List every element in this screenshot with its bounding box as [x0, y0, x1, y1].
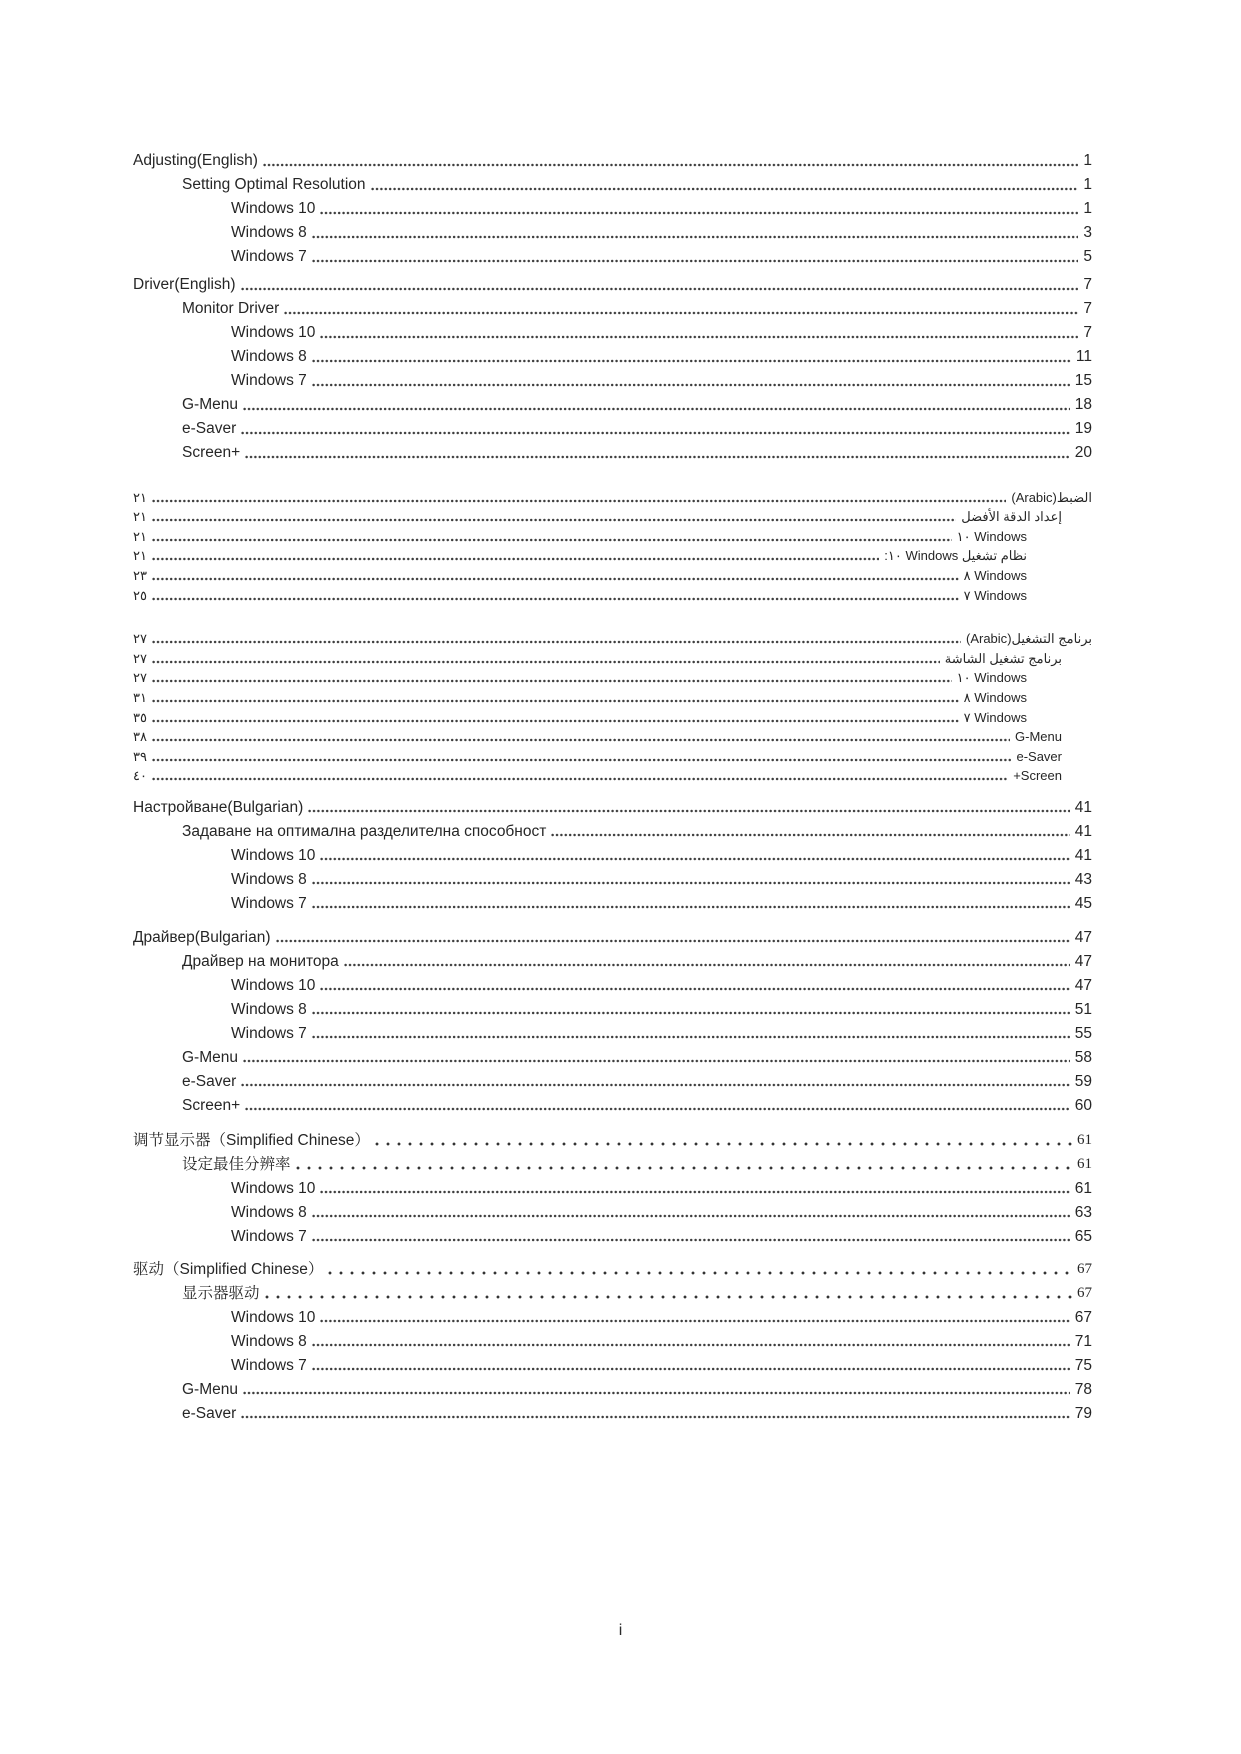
- toc-entry-page: ٤٠: [133, 768, 147, 784]
- toc-entry[interactable]: [133, 667, 1092, 687]
- toc-entry-page: 61: [1077, 1156, 1092, 1173]
- toc-entry-page: 43: [1074, 870, 1092, 888]
- dot-leader: [312, 905, 1070, 909]
- toc-entry-label: Screen+: [182, 1096, 241, 1114]
- toc-entry[interactable]: [133, 564, 1092, 584]
- toc-entry-page: ٢٧: [133, 670, 147, 686]
- toc-entry[interactable]: [133, 170, 1092, 194]
- dot-leader: [320, 335, 1078, 339]
- toc-entry[interactable]: [133, 1125, 1092, 1149]
- toc-entry-label: e-Saver: [182, 1404, 237, 1422]
- toc-entry[interactable]: [133, 545, 1092, 565]
- toc-entry-label: Windows 7: [231, 372, 307, 390]
- toc-entry-page: 41: [1074, 846, 1092, 864]
- toc-entry-page: 78: [1074, 1380, 1092, 1398]
- toc-entry-page: ٢١: [133, 489, 147, 505]
- dot-leader: [152, 660, 940, 664]
- dot-leader: [328, 1271, 1072, 1275]
- toc-entry-page: ٣٩: [133, 748, 147, 764]
- toc-entry[interactable]: [133, 1398, 1092, 1422]
- toc-entry-page: 65: [1074, 1227, 1092, 1245]
- dot-leader: [152, 577, 959, 581]
- dot-leader: [243, 407, 1070, 411]
- toc-entry-label: Windows 7: [231, 1227, 307, 1245]
- dot-leader: [312, 1343, 1070, 1347]
- toc-entry[interactable]: [133, 1197, 1092, 1221]
- toc-entry-label: Windows 10: [231, 976, 316, 994]
- toc-entry-page: 5: [1083, 248, 1092, 266]
- toc-entry-page: 61: [1074, 1179, 1092, 1197]
- dot-leader: [152, 538, 952, 542]
- toc-entry[interactable]: [133, 1090, 1092, 1114]
- toc-entry-label: الضبط(Arabic): [1011, 489, 1092, 505]
- toc-entry-label: Monitor Driver: [182, 300, 280, 318]
- toc-entry-page: 59: [1074, 1072, 1092, 1090]
- toc-entry-page: 11: [1075, 348, 1092, 366]
- dot-leader: [245, 1107, 1070, 1111]
- toc-entry[interactable]: [133, 816, 1092, 840]
- toc-entry[interactable]: [133, 1173, 1092, 1197]
- toc-entry[interactable]: [133, 486, 1092, 506]
- dot-leader: [375, 1142, 1072, 1146]
- dot-leader: [241, 431, 1069, 435]
- dot-leader: [245, 455, 1070, 459]
- toc-entry[interactable]: [133, 525, 1092, 545]
- toc-entry[interactable]: [133, 946, 1092, 970]
- toc-entry[interactable]: [133, 270, 1092, 294]
- toc-entry-label: Screen+: [1013, 768, 1062, 784]
- toc-entry[interactable]: [133, 628, 1092, 648]
- dot-leader: [241, 1415, 1069, 1419]
- page-number-footer: i: [618, 1622, 623, 1639]
- toc-entry-page: 3: [1083, 224, 1092, 242]
- toc-entry[interactable]: [133, 792, 1092, 816]
- toc-entry-label: Windows 8: [231, 1332, 307, 1350]
- toc-entry-label: Windows 10: [231, 846, 316, 864]
- dot-leader: [320, 857, 1069, 861]
- dot-leader: [152, 699, 959, 703]
- toc-entry-page: ٢١: [133, 528, 147, 544]
- dot-leader: [320, 987, 1069, 991]
- toc-entry[interactable]: [133, 1350, 1092, 1374]
- toc-entry-page: 1: [1083, 152, 1092, 170]
- toc-entry-label: Windows ٨: [963, 690, 1027, 705]
- toc-entry-page: 79: [1074, 1404, 1092, 1422]
- dot-leader: [263, 163, 1078, 167]
- dot-leader: [320, 211, 1078, 215]
- toc-entry-page: 47: [1074, 976, 1092, 994]
- toc-entry-page: 19: [1074, 420, 1092, 438]
- toc-entry[interactable]: [133, 1374, 1092, 1398]
- dot-leader: [152, 738, 1010, 742]
- toc-entry[interactable]: [133, 647, 1092, 667]
- toc-entry-label: Windows 8: [231, 870, 307, 888]
- toc-section: [133, 486, 1092, 604]
- dot-leader: [312, 1011, 1070, 1015]
- toc-entry-label: Windows 7: [231, 1024, 307, 1042]
- toc-entry-label: G-Menu: [182, 1048, 238, 1066]
- toc-entry[interactable]: [133, 1018, 1092, 1042]
- toc-entry-page: ٣٥: [133, 709, 147, 725]
- toc-entry-label: 驱动（Simplified Chinese）: [133, 1260, 324, 1278]
- toc-entry-page: ٢١: [133, 548, 147, 564]
- toc-entry[interactable]: [133, 888, 1092, 912]
- toc-entry[interactable]: [133, 506, 1092, 526]
- toc-entry[interactable]: [133, 840, 1092, 864]
- toc-entry-page: 55: [1074, 1024, 1092, 1042]
- dot-leader: [152, 777, 1008, 781]
- toc-entry-page: 41: [1074, 798, 1092, 816]
- toc-section: [133, 146, 1092, 266]
- toc-entry-label: G-Menu: [182, 1380, 238, 1398]
- toc-entry[interactable]: [133, 745, 1092, 765]
- toc-entry-label: Windows 10: [231, 1179, 316, 1197]
- toc-entry[interactable]: [133, 1221, 1092, 1245]
- dot-leader: [152, 679, 952, 683]
- toc-entry[interactable]: [133, 390, 1092, 414]
- dot-leader: [243, 1391, 1070, 1395]
- toc-entry-label: Windows 7: [231, 894, 307, 912]
- toc-entry[interactable]: [133, 706, 1092, 726]
- dot-leader: [312, 881, 1070, 885]
- toc-entry-page: 1: [1083, 176, 1092, 194]
- toc-entry-page: ٢١: [133, 509, 147, 525]
- toc-entry-page: ٢٣: [133, 568, 147, 584]
- toc-entry-page: 58: [1074, 1048, 1092, 1066]
- toc-entry-page: 61: [1077, 1132, 1092, 1149]
- toc-entry-page: 67: [1077, 1261, 1092, 1278]
- toc-section: [133, 792, 1092, 912]
- dot-leader: [312, 1035, 1070, 1039]
- dot-leader: [152, 640, 961, 644]
- toc-entry-page: 51: [1074, 1000, 1092, 1018]
- toc-entry-page: ٢٧: [133, 650, 147, 666]
- dot-leader: [152, 719, 959, 723]
- toc-entry[interactable]: [133, 366, 1092, 390]
- toc-entry[interactable]: [133, 218, 1092, 242]
- toc-section: [133, 1125, 1092, 1245]
- toc-entry[interactable]: [133, 726, 1092, 746]
- toc-entry[interactable]: [133, 994, 1092, 1018]
- dot-leader: [152, 499, 1006, 503]
- toc-entry-page: 75: [1074, 1356, 1092, 1374]
- toc-entry-label: e-Saver: [182, 1072, 237, 1090]
- toc-entry[interactable]: [133, 342, 1092, 366]
- dot-leader: [152, 518, 956, 522]
- toc-entry-label: نظام تشغيل Windows ١٠:: [884, 548, 1027, 564]
- toc-entry-label: Драйвер(Bulgarian): [133, 928, 271, 946]
- toc-entry[interactable]: [133, 1326, 1092, 1350]
- toc-entry[interactable]: [133, 414, 1092, 438]
- toc-entry-label: Adjusting(English): [133, 152, 258, 170]
- toc-entry-page: 45: [1074, 894, 1092, 912]
- dot-leader: [284, 311, 1078, 315]
- toc-entry[interactable]: [133, 1149, 1092, 1173]
- toc-entry-page: 41: [1074, 822, 1092, 840]
- toc-entry[interactable]: [133, 438, 1092, 462]
- dot-leader: [296, 1166, 1072, 1170]
- toc-entry-page: 15: [1074, 372, 1092, 390]
- toc-entry-label: G-Menu: [182, 396, 238, 414]
- toc-entry-label: e-Saver: [1016, 748, 1062, 764]
- toc-entry-label: Windows ٨: [963, 568, 1027, 584]
- toc-entry[interactable]: [133, 922, 1092, 946]
- toc-entry-label: Windows 7: [231, 248, 307, 266]
- dot-leader: [243, 1059, 1070, 1063]
- toc-entry-label: e-Saver: [182, 420, 237, 438]
- toc-entry[interactable]: [133, 242, 1092, 266]
- toc-entry-label: Windows ١٠: [956, 670, 1027, 686]
- toc-entry-label: 设定最佳分辨率: [182, 1155, 291, 1173]
- toc-entry-label: Windows 8: [231, 224, 307, 242]
- toc-entry-label: Setting Optimal Resolution: [182, 176, 366, 194]
- table-of-contents: [133, 146, 1092, 1422]
- dot-leader: [312, 259, 1079, 263]
- toc-entry-page: 18: [1074, 396, 1092, 414]
- dot-leader: [308, 809, 1070, 813]
- toc-section: [133, 270, 1092, 462]
- dot-leader: [551, 833, 1069, 837]
- toc-entry-page: ٣١: [133, 690, 147, 705]
- toc-entry-label: Windows ٧: [963, 587, 1027, 603]
- dot-leader: [265, 1295, 1072, 1299]
- toc-entry[interactable]: [133, 1254, 1092, 1278]
- toc-entry-label: Windows ١٠: [956, 528, 1027, 544]
- toc-entry[interactable]: [133, 686, 1092, 706]
- toc-entry-page: ٢٧: [133, 631, 147, 647]
- toc-entry-label: Windows 7: [231, 1356, 307, 1374]
- toc-entry-label: برنامج التشغيل(Arabic): [965, 631, 1092, 647]
- toc-entry-page: 20: [1074, 444, 1092, 462]
- toc-entry[interactable]: [133, 318, 1092, 342]
- toc-entry-page: ٢٥: [133, 587, 147, 603]
- dot-leader: [152, 557, 879, 561]
- dot-leader: [276, 939, 1070, 943]
- toc-section: [133, 922, 1092, 1114]
- dot-leader: [152, 758, 1012, 762]
- toc-entry-label: 显示器驱动: [182, 1284, 260, 1302]
- dot-leader: [312, 359, 1071, 363]
- toc-entry[interactable]: [133, 1302, 1092, 1326]
- toc-entry[interactable]: [133, 294, 1092, 318]
- toc-entry-page: 67: [1077, 1285, 1092, 1302]
- toc-section: [133, 628, 1092, 785]
- dot-leader: [241, 1083, 1069, 1087]
- dot-leader: [371, 187, 1079, 191]
- toc-entry-page: 7: [1083, 300, 1092, 318]
- toc-entry-page: 60: [1074, 1096, 1092, 1114]
- toc-entry-label: Windows 10: [231, 200, 316, 218]
- dot-leader: [241, 287, 1079, 291]
- toc-entry-label: Screen+: [182, 444, 241, 462]
- toc-entry-label: Windows 8: [231, 348, 307, 366]
- toc-entry-page: 1: [1083, 200, 1092, 218]
- toc-entry-page: 47: [1074, 952, 1092, 970]
- toc-entry-label: Windows 10: [231, 1308, 316, 1326]
- toc-entry-label: Windows ٧: [963, 709, 1027, 725]
- toc-entry-page: ٣٨: [133, 729, 147, 745]
- toc-entry-label: Драйвер на монитора: [182, 952, 339, 970]
- toc-entry[interactable]: [133, 1066, 1092, 1090]
- toc-entry[interactable]: [133, 970, 1092, 994]
- toc-entry[interactable]: [133, 146, 1092, 170]
- toc-entry-label: 调节显示器（Simplified Chinese）: [133, 1131, 370, 1149]
- toc-entry-label: Windows 8: [231, 1203, 307, 1221]
- toc-entry-label: G-Menu: [1015, 729, 1062, 745]
- toc-entry-label: Настройване(Bulgarian): [133, 798, 304, 816]
- toc-section: [133, 1254, 1092, 1422]
- toc-entry-page: 67: [1074, 1308, 1092, 1326]
- toc-entry-page: 47: [1074, 928, 1092, 946]
- dot-leader: [320, 1190, 1069, 1194]
- toc-entry[interactable]: [133, 864, 1092, 888]
- toc-entry[interactable]: [133, 584, 1092, 604]
- dot-leader: [312, 1214, 1070, 1218]
- toc-entry-page: 63: [1074, 1203, 1092, 1221]
- dot-leader: [312, 383, 1070, 387]
- toc-entry-label: برنامج تشغيل الشاشة: [944, 650, 1062, 666]
- toc-entry-label: Windows 10: [231, 324, 316, 342]
- toc-entry-page: 7: [1083, 276, 1092, 294]
- toc-entry-label: إعداد الدقة الأفضل: [961, 509, 1062, 525]
- toc-entry[interactable]: [133, 1278, 1092, 1302]
- dot-leader: [312, 1367, 1070, 1371]
- toc-entry[interactable]: [133, 765, 1092, 785]
- toc-entry-label: Windows 8: [231, 1000, 307, 1018]
- dot-leader: [312, 1238, 1070, 1242]
- toc-entry[interactable]: [133, 194, 1092, 218]
- toc-entry-page: 7: [1083, 324, 1092, 342]
- dot-leader: [152, 597, 959, 601]
- toc-entry[interactable]: [133, 1042, 1092, 1066]
- dot-leader: [312, 235, 1079, 239]
- dot-leader: [320, 1319, 1069, 1323]
- toc-entry-label: Задаване на оптимална разделителна способност: [182, 822, 547, 840]
- toc-entry-label: Driver(English): [133, 276, 236, 294]
- dot-leader: [344, 963, 1070, 967]
- toc-entry-page: 71: [1074, 1332, 1092, 1350]
